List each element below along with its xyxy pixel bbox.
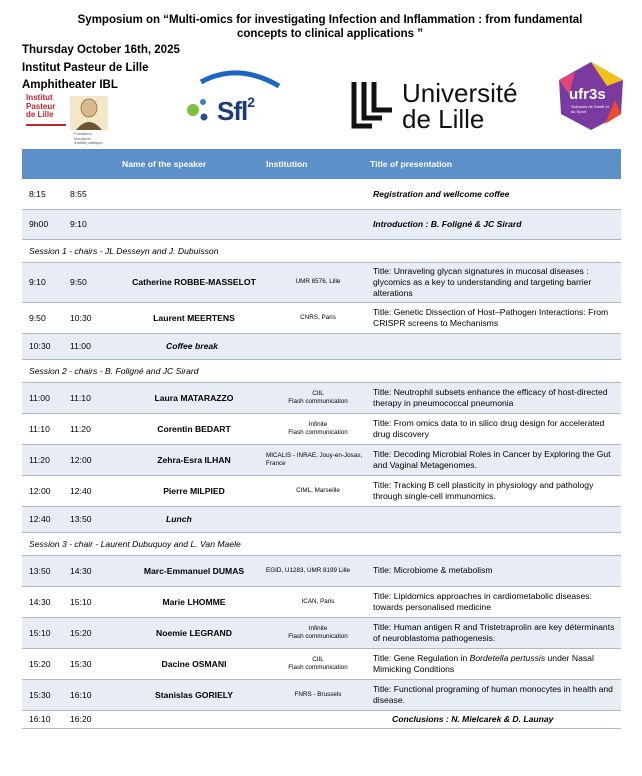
- start-time: 9:10: [22, 262, 70, 302]
- session-row: [22, 239, 621, 262]
- start-time: 11:20: [22, 444, 70, 475]
- table-row: [22, 586, 621, 617]
- end-time: 15:20: [70, 617, 122, 648]
- end-time: 11:20: [70, 413, 122, 444]
- start-time: 12:00: [22, 475, 70, 506]
- speaker-name: Marie LHOMME: [122, 586, 266, 617]
- table-row: [22, 555, 621, 586]
- presentation-title: Title: Decoding Microbial Roles in Cancer by Exploring the Gut and Vaginal Metagenomes.: [370, 444, 621, 475]
- start-time: 14:30: [22, 586, 70, 617]
- speaker-institution: FNRS - Brussels: [266, 679, 370, 710]
- column-institution: Institution: [266, 149, 370, 179]
- table-row: [22, 444, 621, 475]
- table-row: [22, 679, 621, 710]
- universite-de-lille-logo: Université de Lille: [350, 80, 530, 136]
- sfi2-logo: Sfl$^2$: [183, 64, 293, 134]
- event-title: Introduction : B. Foligné & JC Sirard: [370, 209, 621, 239]
- column-title: Title of presentation: [370, 149, 621, 179]
- ufr3s-logo: ufr3s Sciences de Santé et du Sport: [555, 60, 627, 132]
- start-time: 13:50: [22, 555, 70, 586]
- start-time: 10:30: [22, 333, 70, 359]
- end-time: 12:00: [70, 444, 122, 475]
- start-time: 12:40: [22, 506, 70, 532]
- speaker-name: Pierre MILPIED: [122, 475, 266, 506]
- presentation-title: Title: Unraveling glycan signatures in mucosal diseases : glycomics as a key to understanding and targeting barrier alterations: [370, 262, 621, 302]
- end-time: 11:10: [70, 382, 122, 413]
- table-row: [22, 710, 621, 728]
- presentation-title: Title: Lipidomics approaches in cardiometabolic diseases: towards personalised medicine: [370, 586, 621, 617]
- end-time: 9:50: [70, 262, 122, 302]
- speaker-institution: UMR 8576, Lille: [266, 262, 370, 302]
- table-row: [22, 302, 621, 333]
- presentation-title: Title: From omics data to in silico drug design for accelerated drug discovery: [370, 413, 621, 444]
- speaker-institution: CNRS, Paris: [266, 302, 370, 333]
- end-time: 16:20: [70, 710, 122, 728]
- speaker-institution: CIIL Flash communication: [266, 648, 370, 679]
- speaker-institution: CIML, Marseille: [266, 475, 370, 506]
- session-row: [22, 532, 621, 555]
- start-time: 15:20: [22, 648, 70, 679]
- table-row: [22, 617, 621, 648]
- symposium-title: Symposium on “Multi-omics for investigating Infection and Inflammation : from fundamental concepts to clinical applications ”: [77, 14, 583, 40]
- end-time: 14:30: [70, 555, 122, 586]
- table-row: [22, 209, 621, 239]
- end-time: 15:10: [70, 586, 122, 617]
- program-table: [22, 149, 621, 729]
- table-row: [22, 262, 621, 302]
- break-row: [22, 506, 621, 532]
- start-time: 16:10: [22, 710, 70, 728]
- start-time: 8:15: [22, 179, 70, 209]
- table-row: [22, 382, 621, 413]
- table-row: [22, 179, 621, 209]
- start-time: 15:10: [22, 617, 70, 648]
- speaker-name: Laura MATARAZZO: [122, 382, 266, 413]
- start-time: 11:00: [22, 382, 70, 413]
- universite-lille-mark-icon: [350, 82, 400, 134]
- session-label: Session 2 - chairs - B. Foligné and JC Sirard: [22, 359, 621, 382]
- presentation-title: Title: Human antigen R and Tristetraprolin are key déterminants of neuroblastoma pathogenesis.: [370, 617, 621, 648]
- end-time: 12:40: [70, 475, 122, 506]
- start-time: 9h00: [22, 209, 70, 239]
- end-time: 13:50: [70, 506, 122, 532]
- end-time: 10:30: [70, 302, 122, 333]
- speaker-institution: Infinite Flash communication: [266, 617, 370, 648]
- start-time: 9:50: [22, 302, 70, 333]
- session-label: Session 3 - chair - Laurent Dubuquoy and L. Van Maele: [22, 532, 621, 555]
- end-time: 16:10: [70, 679, 122, 710]
- speaker-name: Zehra-Esra ILHAN: [122, 444, 266, 475]
- event-room: Amphitheater IBL: [22, 79, 118, 91]
- table-row: [22, 648, 621, 679]
- speaker-name: Laurent MEERTENS: [122, 302, 266, 333]
- event-info: [22, 42, 180, 95]
- event-date: Thursday October 16th, 2025: [22, 44, 180, 56]
- speaker-name: Stanislas GORIELY: [122, 679, 266, 710]
- break-row: [22, 333, 621, 359]
- speaker-institution: EGID, U1283, UMR 8199 Lille: [266, 555, 370, 586]
- break-label: Lunch: [122, 506, 370, 532]
- session-row: [22, 359, 621, 382]
- speaker-name: Noemie LEGRAND: [122, 617, 266, 648]
- end-time: 8:55: [70, 179, 122, 209]
- break-label: Coffee break: [122, 333, 370, 359]
- event-venue: Institut Pasteur de Lille: [22, 61, 149, 74]
- table-row: [22, 413, 621, 444]
- presentation-title: Title: Functional programing of human monocytes in health and disease.: [370, 679, 621, 710]
- presentation-title: Title: Gene Regulation in Bordetella pertussis under Nasal Mimicking Conditions: [370, 648, 621, 679]
- presentation-title: Title: Genetic Dissection of Host–Pathogen Interactions: From CRISPR screens to Mechanisms: [370, 302, 621, 333]
- event-title: Conclusions : N. Mielcarek & D. Launay: [370, 710, 621, 728]
- table-header: [22, 149, 621, 179]
- table-row: [22, 475, 621, 506]
- speaker-institution: CIIL Flash communication: [266, 382, 370, 413]
- event-title: Registration and wellcome coffee: [370, 179, 621, 209]
- end-time: 15:30: [70, 648, 122, 679]
- speaker-institution: Infinite Flash communication: [266, 413, 370, 444]
- end-time: 9:10: [70, 209, 122, 239]
- presentation-title: Title: Microbiome & metabolism: [370, 555, 621, 586]
- institut-pasteur-logo: Institut Pasteur de Lille Fondation reconnue d'utilité publique: [26, 94, 124, 144]
- end-time: 11:00: [70, 333, 122, 359]
- presentation-title: Title: Neutrophil subsets enhance the efficacy of host-directed therapy in pneumococcal pneumonia: [370, 382, 621, 413]
- speaker-name: Marc-Emmanuel DUMAS: [122, 555, 266, 586]
- speaker-name: Dacine OSMANI: [122, 648, 266, 679]
- speaker-name: Catherine ROBBE-MASSELOT: [122, 262, 266, 302]
- column-speaker: Name of the speaker: [122, 149, 266, 179]
- speaker-institution: MICALIS - INRAE, Jouy-en-Josas, France: [266, 444, 370, 475]
- start-time: 11:10: [22, 413, 70, 444]
- presentation-title: Title: Tracking B cell plasticity in physiology and pathology through single-cell immunomics.: [370, 475, 621, 506]
- speaker-name: Corentin BEDART: [122, 413, 266, 444]
- speaker-institution: ICAN, Paris: [266, 586, 370, 617]
- start-time: 15:30: [22, 679, 70, 710]
- session-label: Session 1 - chairs - JL Desseyn and J. Dubuisson: [22, 239, 621, 262]
